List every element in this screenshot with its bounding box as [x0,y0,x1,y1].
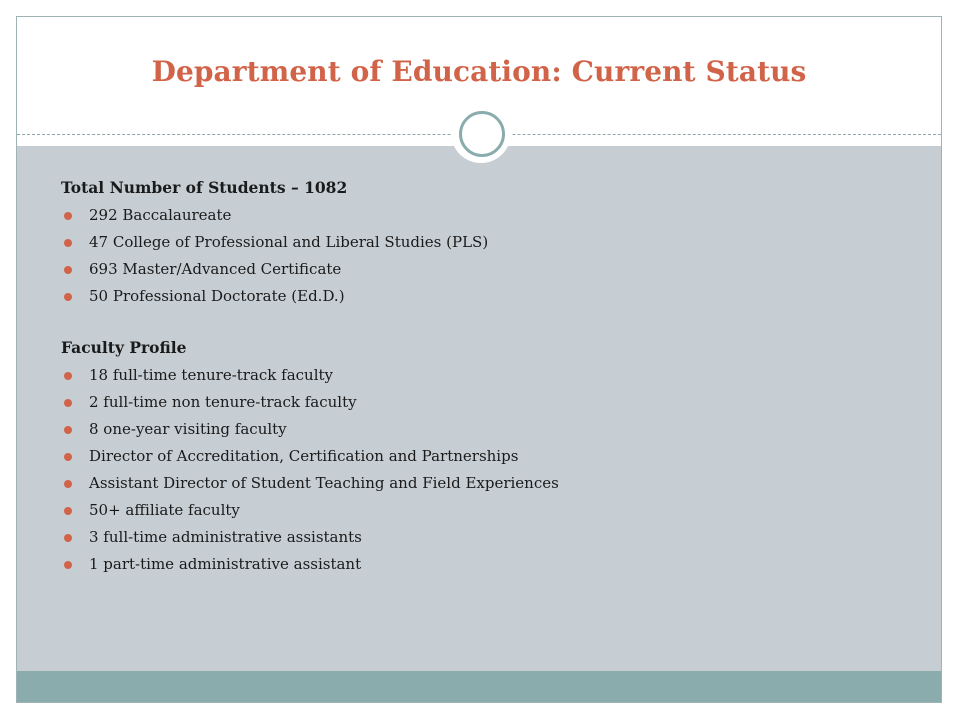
bullet-dot-icon [64,399,72,407]
bullet-dot-icon [64,480,72,488]
list-item-text: 693 Master/Advanced Certificate [89,260,342,278]
faculty-section [61,336,891,578]
slide-content [61,176,891,578]
list-item-text: 47 College of Professional and Liberal Studies (PLS) [89,233,489,251]
bullet-dot-icon [64,372,72,380]
bullet-dot-icon [64,239,72,247]
list-item-text: Assistant Director of Student Teaching and Field Experiences [89,474,559,492]
list-item [61,551,891,578]
list-item-text: Director of Accreditation, Certification and Partnerships [89,447,519,465]
list-item [61,470,891,497]
list-item [61,283,891,310]
circle-ring-icon [459,111,505,157]
bullet-dot-icon [64,534,72,542]
list-item-text: 8 one-year visiting faculty [89,420,287,438]
bullet-dot-icon [64,266,72,274]
list-item-text: 50+ affiliate faculty [89,501,240,519]
bullet-dot-icon [64,453,72,461]
bullet-dot-icon [64,561,72,569]
list-item [61,524,891,551]
list-item [61,256,891,283]
list-item [61,443,891,470]
list-item [61,202,891,229]
students-list [61,202,891,310]
list-item-text: 292 Baccalaureate [89,206,232,224]
students-section [61,176,891,310]
bullet-dot-icon [64,212,72,220]
faculty-heading: Faculty Profile [61,338,187,357]
bullet-dot-icon [64,507,72,515]
footer-band [17,671,941,703]
students-heading: Total Number of Students – 1082 [61,178,348,197]
list-item [61,389,891,416]
list-item-text: 2 full-time non tenure-track faculty [89,393,357,411]
slide-title: Department of Education: Current Status [151,55,807,88]
bullet-dot-icon [64,293,72,301]
list-item-text: 3 full-time administrative assistants [89,528,362,546]
list-item [61,416,891,443]
list-item-text: 1 part-time administrative assistant [89,555,362,573]
faculty-list [61,362,891,578]
list-item [61,229,891,256]
list-item [61,362,891,389]
bullet-dot-icon [64,426,72,434]
list-item-text: 18 full-time tenure-track faculty [89,366,334,384]
list-item [61,497,891,524]
list-item-text: 50 Professional Doctorate (Ed.D.) [89,287,345,305]
